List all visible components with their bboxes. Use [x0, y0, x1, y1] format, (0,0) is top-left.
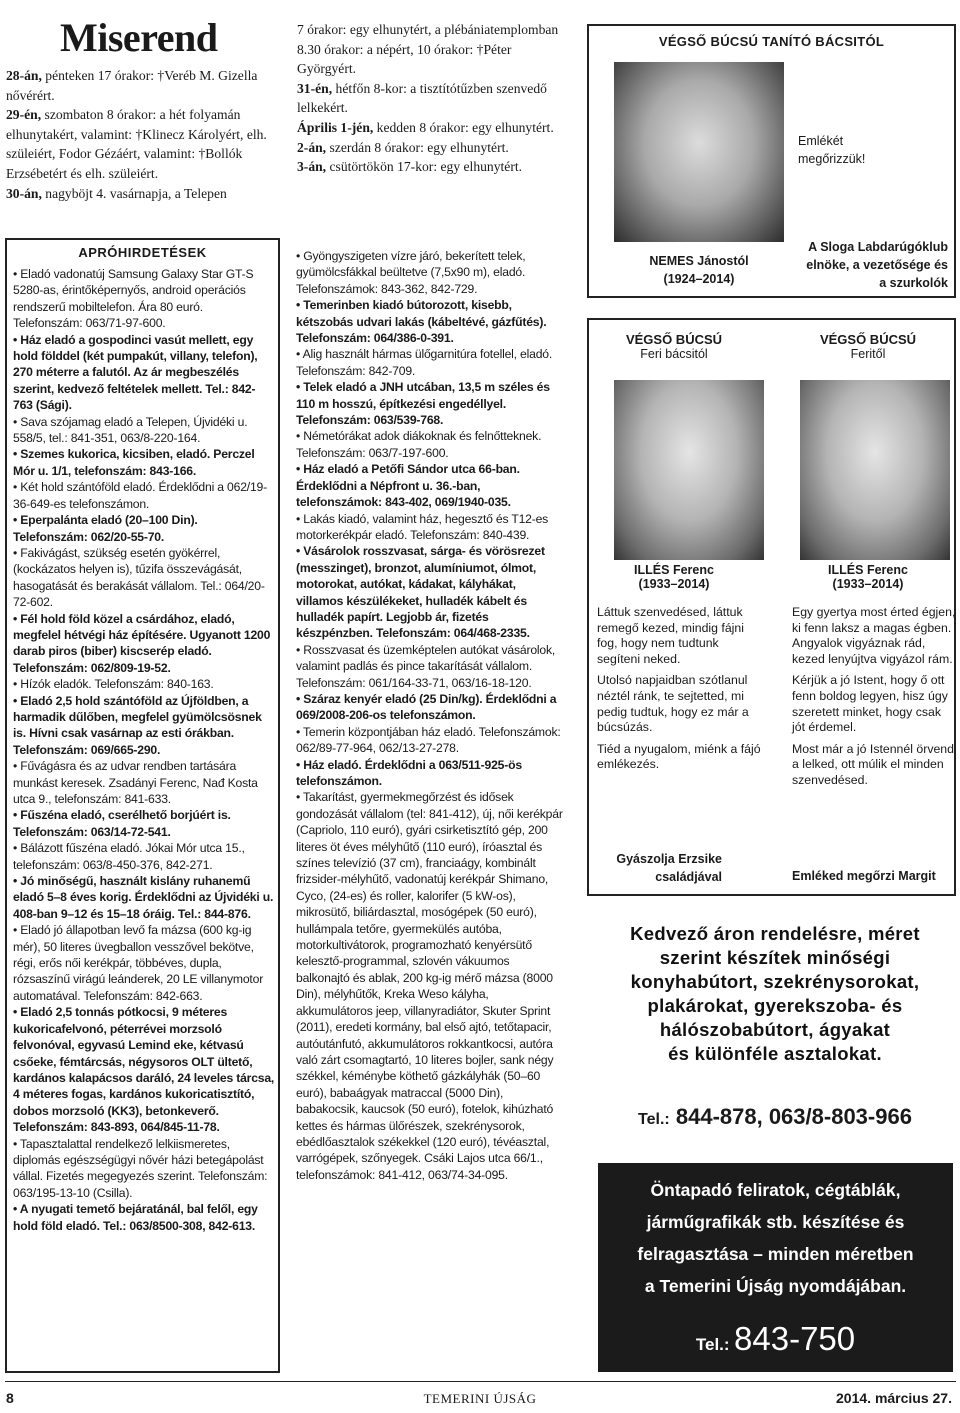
ad-line: és különféle asztalokat.: [668, 1043, 882, 1064]
mass-text: pénteken 17 órakor: †Veréb M. Gizella nővérért.: [6, 68, 258, 103]
phone-number: 843-750: [734, 1320, 856, 1357]
classified-ad: • Jó minőségű, használt kislány ruhanemű eladó 5–8 éves korig. Érdeklődni az Újvidéki u. 408-ban 9–12 és 15–18 óráig. Tel.: 844-876.: [13, 874, 274, 921]
mass-entry: [297, 79, 572, 118]
phone-label: Tel.:: [695, 1335, 730, 1354]
mass-date: 28-án,: [6, 68, 42, 83]
classified-ad: • Eladó 2,5 hold szántóföld az Újföldben, a harmadik dűlőben, megfelel gyümölcsösnek is. Hívni csak vasárnap az esti órákban. Telefonszám: 069/665-290.: [13, 693, 262, 757]
print-shop-ad-phone: [598, 1320, 953, 1358]
classified-ad: • Hízók eladók. Telefonszám: 840-163.: [13, 677, 214, 692]
classified-ad: • Ház eladó a gospodinci vasút mellett, egy hold földdel (két pumpakút, villany, telefon), 270 méterre a falutól. Az ár megbeszélés szerint, kedvező feltételek mellett. Tel.: 842-763 (Sági).: [13, 332, 258, 413]
poem-stanza: Tiéd a nyugalom, miénk a fájó emlékezés.: [597, 741, 761, 772]
mass-text: hétfőn 8-kor: a tisztítótűzben szenvedő lelkekért.: [297, 80, 547, 116]
ad-line: Kedvező áron rendelésre, méret: [630, 923, 920, 944]
obituary-from: Feritől: [850, 347, 886, 361]
phone-label: Tel.:: [638, 1111, 670, 1128]
ad-line: konyhabútort, szekrénysorokat,: [630, 971, 920, 992]
signature-line: családjával: [655, 870, 722, 884]
ad-line: plakárokat, gyerekszoba- és: [647, 995, 903, 1016]
footer-rule: [5, 1381, 956, 1382]
ad-line: Öntapadó feliratok, cégtáblák,: [650, 1180, 901, 1200]
classified-ad: • Rosszvasat és üzemképtelen autókat vásárolok, valamint padlás és pince takarítását vállalom. Telefonszám: 061/164-33-71, 063/16-18-120.: [296, 642, 556, 690]
classified-ad: • Fűszéna eladó, cserélhető borjúért is. Telefonszám: 063/14-72-541.: [13, 808, 231, 839]
portrait-photo: [614, 380, 764, 560]
phone-number: 844-878, 063/8-803-966: [675, 1104, 912, 1129]
obituary-right-poem: [792, 605, 957, 795]
mass-date: 30-án,: [6, 185, 42, 201]
mass-schedule-col1: [6, 66, 278, 203]
classified-ad: • Két hold szántóföld eladó. Érdeklődni a 062/19-36-649-es telefonszámon.: [13, 480, 267, 511]
classified-ads-col2: [296, 248, 564, 1183]
ad-line: felragasztása – minden méretben: [637, 1244, 914, 1264]
obituary-remembrance: Emlékét megőrizzük!: [798, 134, 866, 166]
deceased-name: NEMES Jánostól: [649, 254, 749, 268]
classified-ad: • Száraz kenyér eladó (25 Din/kg). Érdeklődni a 069/2008-206-os telefonszámon.: [296, 691, 557, 723]
mass-entry: [6, 184, 278, 204]
obituary-right-header: [788, 332, 948, 361]
obituary-signatory: A Sloga Labdarúgóklub elnöke, a vezetősége és a szurkolók: [806, 240, 948, 290]
obituary-heading: VÉGSŐ BÚCSÚ TANÍTÓ BÁCSITÓL: [658, 34, 885, 49]
ad-line: járműgrafikák stb. készítése és: [646, 1212, 905, 1232]
obituary-heading: VÉGSŐ BÚCSÚ: [819, 332, 917, 347]
classified-ad: • Temerin központjában ház eladó. Telefonszámok: 062/89-77-964, 062/13-27-278.: [296, 724, 561, 756]
deceased-name: ILLÉS Ferenc: [828, 563, 908, 577]
obituary-left-signature: [597, 850, 722, 886]
classified-ad: • Sava szójamag eladó a Telepen, Újvidéki u. 558/5, tel.: 841-351, 063/8-220-164.: [13, 414, 248, 446]
mass-date: 3-án,: [297, 159, 327, 175]
ad-line: a Temerini Újság nyomdájában.: [644, 1276, 907, 1296]
portrait-photo: [614, 62, 784, 242]
miserend-title: Miserend: [60, 15, 218, 60]
ad-line: szerint készítek minőségi: [659, 947, 891, 968]
mass-text: 7 órakor: egy elhunytért, a plébániatemplomban 8.30 órakor: a népért, 10 órakor: †Péter Györgyért.: [297, 22, 559, 77]
deceased-years: (1924–2014): [663, 272, 735, 286]
classified-ad: • Eperpalánta eladó (20–100 Din). Telefonszám: 062/20-55-70.: [13, 513, 198, 544]
classified-ad: • Vásárolok rosszvasat, sárga- és vörösrezet (messzinget), bronzot, alumíniumot, ólmot, motorokat, autókat, kádakat, kályhákat, villamos készülékeket, hulladék kábelt és hulladék papírt. Legjobb ár, fizetés készpénzben. Telefonszám: 064/468-2335.: [296, 544, 545, 641]
classified-ad: • Szemes kukorica, kicsiben, eladó. Perczel Mór u. 1/1, telefonszám: 843-166.: [13, 447, 255, 478]
classified-ad: • Eladó jó állapotban levő fa mázsa (600 kg-ig mér), 50 literes üvegballon vesszővel bekötve, régi, erős női kerékpár, többéves, dupla, rózsaszínű virágú leánderek, 20 LE villanymotor automatával. Telefonszám: 842-663.: [13, 923, 264, 1003]
poem-stanza: Most már a jó Istennél örvend a lelked, ott múlik el minden szenvedésed.: [792, 741, 954, 787]
mass-text: szombaton 8 órakor: a hét folyamán elhunytakért, valamint: †Klinecz Károlyért, elh. szüleiért, Fodor Gézáért, valamint: †Bollók Erzsébetért és elh. szüleiért.: [6, 107, 267, 181]
mass-entry: [297, 157, 572, 177]
mass-text: csütörtökön 17-kor: egy elhunytért.: [326, 159, 523, 175]
mass-entry: [297, 118, 572, 138]
mass-date: 29-én,: [6, 107, 42, 123]
classified-ad: • Lakás kiadó, valamint ház, hegesztő és T12-es motorkerékpár eladó. Telefonszám: 840-439.: [296, 511, 549, 542]
classified-ad: • Németórákat adok diákoknak és felnőtteknek. Telefonszám: 063/7-197-600.: [296, 429, 542, 460]
classified-ad: • Eladó 2,5 tonnás pótkocsi, 9 méteres kukoricafelvonó, péterrévei morzsoló felvonóval, egyvasú Lemind eke, kétvasú csőeke, fémtárcsás, négysoros OLT ültető, kardános kalapácsos daráló, 24 leveles tárcsa, 4 méteres fogas, kardános kukoricatisztító, dobos morzsoló (KK3), betonkeverő. Telefonszám: 843-893, 064/845-11-78.: [13, 1005, 275, 1135]
issue-date: 2014. március 27.: [836, 1390, 952, 1406]
classified-ad: • Gyöngyszigeten vízre járó, bekerített telek, gyümölcsfákkal beültetve (7,5x90 m), eladó. Telefonszámok: 843-362, 842-729.: [296, 249, 526, 296]
obituary-left-header: [594, 332, 754, 361]
deceased-name: ILLÉS Ferenc: [634, 563, 714, 577]
print-shop-ad-text: [598, 1174, 953, 1302]
newspaper-name: TEMERINI ÚJSÁG: [423, 1391, 537, 1406]
page-number: 8: [6, 1390, 14, 1406]
poem-stanza: Utolsó napjaidban szótlanul néztél ránk, te sejtetted, mi pedig tudtuk, hogy ez már a búcsúzás.: [597, 673, 749, 735]
classified-ad: • Ház eladó. Érdeklődni a 063/511-925-ös telefonszámon.: [296, 757, 522, 788]
deceased-years: (1933–2014): [832, 577, 904, 591]
classified-ad: • Eladó vadonatúj Samsung Galaxy Star GT-S 5280-as, érintőképernyős, android operációs rendszerű mobiltelefon. Ára 80 euró. Telefonszám: 063/71-97-600.: [13, 267, 254, 331]
classified-ad: • Fűvágásra és az udvar rendben tartására munkást keresek. Zsadányi Ferenc, Nađ Kosta utca 9., telefonszám: 841-633.: [13, 759, 258, 806]
ad-line: hálószobabútort, ágyakat: [659, 1019, 891, 1040]
portrait-photo: [800, 380, 950, 560]
obituary-left-poem: [597, 605, 762, 779]
classified-ad: • Fakivágást, szükség esetén gyökérrel, (kockázatos helyen is), tűzifa összevágását, hasogatását és berakását vállalom. Tel.: 064/20-72-602.: [13, 545, 265, 610]
classified-ad: • Bálázott fűszéna eladó. Jókai Mór utca 15., telefonszám: 063/8-450-376, 842-271.: [13, 841, 245, 872]
classified-ad: • Ház eladó a Petőfi Sándor utca 66-ban. Érdeklődni a Népfront u. 36.-ban, telefonszámok: 843-402, 069/1940-035.: [296, 462, 520, 510]
classified-ad: • Tapasztalattal rendelkező lelkiismeretes, diplomás egészségügyi nővér házi betegápolást vállal. Fizetés megegyezés szerint. Telefonszám: 063/195-13-10 (Csilla).: [13, 1136, 268, 1200]
mass-date: 31-én,: [297, 80, 333, 96]
mass-text: kedden 8 órakor: egy elhunytért.: [373, 119, 554, 135]
mass-date: 2-án,: [297, 139, 327, 155]
mass-entry: [6, 105, 278, 183]
furniture-ad: [594, 922, 956, 1066]
classified-ads-col1: [13, 266, 275, 1234]
mass-entry: [297, 20, 572, 79]
classified-ad: • Temerinben kiadó bútorozott, kisebb, kétszobás udvari lakás (kábeltévé, gázfűtés). Telefonszám: 064/386-0-391.: [296, 298, 547, 346]
signature-line: Gyászolja Erzsike: [616, 852, 722, 866]
obituary-right-name: [788, 563, 948, 591]
mass-date: Április 1-jén,: [297, 119, 374, 135]
obituary-name: [594, 252, 804, 288]
classified-ad: • Takarítást, gyermekmegőrzést és idősek gondozását vállalom (tel: 841-412), új, női kerékpár (Capriolo, 110 euró), gyári csirketisztító gép, 200 literes öt éves mélyhűtő (110 euró), íróasztal és színes televízió (37 cm), franciaágy, kombinált frizsider-mélyhűtő, vadonatúj kerékpár Shimano, Cyco, (24-es) és roller, kalorifer (5 kW-os), mikrosütő, biliárdasztal, mosógépek (50 euró), hullámpala tetőre, gyermekülés autóba, motorkultivátorok, programozható kenyérsütő kelesztő-programmal, szlovén vákuumos balkonajtó és ablak, 200 kg-ig mérő mázsa (8000 Din), mélyhűtők, Kreka Weso kályha, akkumulátoros jeep, villanyradiátor, Skuter Sprint (2011), eredeti kormány, bal első ajtó, tetőtapacir, autóutánfutó, akkumulátoros rokkantkocsi, autóra való zárt csomagtartó, 10 literes bojler, sank négy székkel, kéménybe köthető gázkályhák (50–60 euró), babaágyak matraccal (5000 Din), babakocsik, kaucsok (50 euró), fotelok, kihúzható kettes és hármas ülőrészek, szekrénysorok, ebédlőasztalok székekkel (120 euró), tévéasztal, varrógépek, szőnyegek. Csáki Lajos utca 66/1., telefonszámok: 841-412, 063/74-34-095.: [296, 790, 563, 1182]
classified-ad: • Fél hold föld közel a csárdához, eladó, megfelel hétvégi ház építésére. Ugyanott 1200 darab piros (biber) kiscserép eladó. Telefonszám: 062/809-19-52.: [13, 611, 271, 675]
obituary-heading: VÉGSŐ BÚCSÚ: [625, 332, 723, 347]
mass-schedule-col2: [297, 20, 572, 177]
classified-ad: • Telek eladó a JNH utcában, 13,5 m széles és 110 m hosszú, építkezési engedéllyel. Telefonszám: 063/539-768.: [296, 380, 550, 428]
classified-ads-title: APRÓHIRDETÉSEK: [78, 245, 207, 260]
mass-entry: [297, 138, 572, 158]
poem-stanza: Kérjük a jó Istent, hogy ő ott fenn boldog legyen, hisz úgy szeretett minket, hogy csak jót érdemel.: [792, 673, 948, 735]
classified-ad: • Alig használt hármas ülőgarnitúra fotellel, eladó. Telefonszám: 842-709.: [296, 347, 553, 378]
mass-entry: [6, 66, 278, 105]
obituary-left-name: [594, 563, 754, 591]
mass-text: nagyböjt 4. vasárnapja, a Telepen: [41, 185, 227, 201]
obituary-from: Feri bácsitól: [640, 347, 708, 361]
furniture-ad-phone: [594, 1104, 956, 1130]
obituary-right-signature: Emléked megőrzi Margit: [792, 869, 936, 883]
poem-stanza: Láttuk szenvedésed, láttuk remegő kezed, mindig fájni fog, hogy nem tudtunk segíteni neked.: [597, 605, 744, 666]
deceased-years: (1933–2014): [638, 577, 710, 591]
mass-text: szerdán 8 órakor: egy elhunytért.: [326, 139, 509, 155]
poem-stanza: Egy gyertya most érted égjen, ki fenn laksz a magas égben. Angyalok vigyáznak rád, kezed lenyújtva vigyázol rám.: [792, 605, 956, 666]
classified-ad: • A nyugati temető bejáratánál, bal felől, egy hold föld eladó. Tel.: 063/8500-308, 842-613.: [13, 1202, 258, 1233]
